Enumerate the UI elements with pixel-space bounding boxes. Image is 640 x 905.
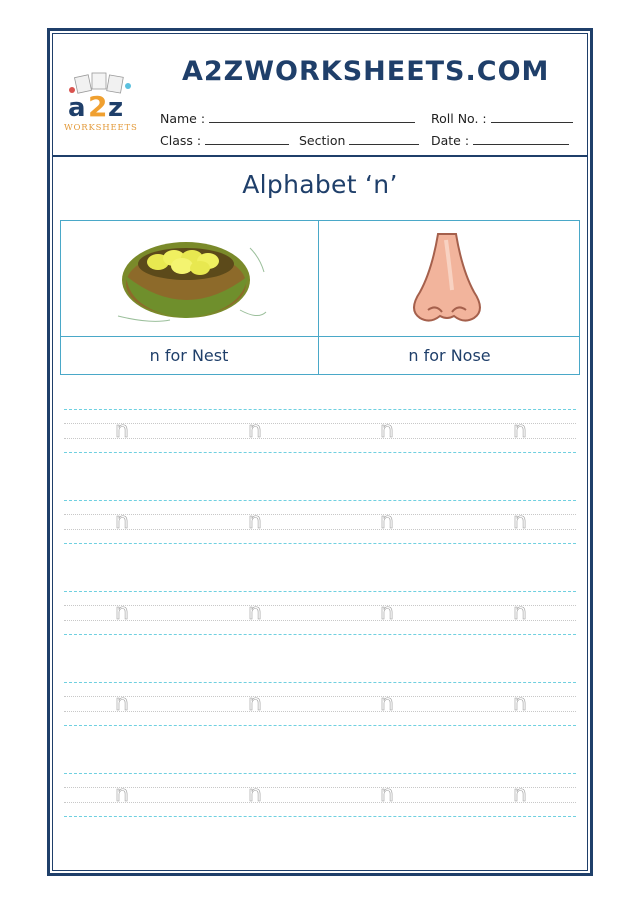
a2z-logo bbox=[62, 70, 148, 138]
trace-letter[interactable]: n bbox=[248, 600, 262, 625]
trace-letter[interactable]: n bbox=[380, 509, 394, 534]
picture-table-caption-line bbox=[60, 336, 580, 337]
guide-line bbox=[64, 605, 576, 606]
guide-line bbox=[64, 543, 576, 544]
section-line[interactable] bbox=[349, 132, 419, 145]
guide-line bbox=[64, 500, 576, 501]
guide-line bbox=[64, 591, 576, 592]
trace-letter[interactable]: n bbox=[380, 691, 394, 716]
date-line[interactable] bbox=[473, 132, 569, 145]
guide-line bbox=[64, 409, 576, 410]
class-field bbox=[160, 132, 289, 148]
guide-line bbox=[64, 802, 576, 803]
caption-nose: n for Nose bbox=[408, 346, 491, 365]
guide-line bbox=[64, 711, 576, 712]
svg-text:a: a bbox=[68, 93, 86, 123]
trace-letter[interactable]: n bbox=[115, 509, 129, 534]
trace-letter[interactable]: n bbox=[380, 418, 394, 443]
trace-letter[interactable]: n bbox=[248, 691, 262, 716]
guide-line bbox=[64, 634, 576, 635]
roll-line[interactable] bbox=[491, 110, 573, 123]
trace-letter[interactable]: n bbox=[248, 782, 262, 807]
name-label: Name : bbox=[160, 111, 206, 126]
header-divider bbox=[52, 155, 588, 157]
guide-line bbox=[64, 773, 576, 774]
guide-line bbox=[64, 696, 576, 697]
nest-icon bbox=[110, 228, 270, 332]
svg-text:z: z bbox=[108, 93, 124, 123]
guide-line bbox=[64, 620, 576, 621]
roll-label: Roll No. : bbox=[431, 111, 487, 126]
trace-letter[interactable]: n bbox=[115, 418, 129, 443]
date-field bbox=[431, 132, 569, 148]
section-field bbox=[299, 132, 419, 148]
name-line[interactable] bbox=[209, 110, 415, 123]
trace-letter[interactable]: n bbox=[248, 418, 262, 443]
caption-nest: n for Nest bbox=[149, 346, 229, 365]
class-line[interactable] bbox=[205, 132, 289, 145]
svg-text:2: 2 bbox=[88, 90, 108, 123]
logo-text: WORKSHEETS bbox=[64, 123, 138, 133]
guide-line bbox=[64, 438, 576, 439]
trace-letter[interactable]: n bbox=[513, 782, 527, 807]
guide-line bbox=[64, 682, 576, 683]
trace-letter[interactable]: n bbox=[115, 782, 129, 807]
guide-line bbox=[64, 787, 576, 788]
guide-line bbox=[64, 514, 576, 515]
trace-letter[interactable]: n bbox=[513, 418, 527, 443]
roll-field bbox=[431, 110, 573, 126]
trace-letter[interactable]: n bbox=[115, 600, 129, 625]
guide-line bbox=[64, 529, 576, 530]
trace-letter[interactable]: n bbox=[513, 691, 527, 716]
trace-letter[interactable]: n bbox=[380, 600, 394, 625]
guide-line bbox=[64, 725, 576, 726]
site-title: A2ZWORKSHEETS.COM bbox=[182, 56, 550, 87]
trace-letter[interactable]: n bbox=[115, 691, 129, 716]
guide-line bbox=[64, 816, 576, 817]
trace-letter[interactable]: n bbox=[513, 600, 527, 625]
section-label: Section bbox=[299, 133, 346, 148]
page-title: Alphabet ‘n’ bbox=[242, 170, 398, 199]
name-field bbox=[160, 110, 415, 126]
trace-letter[interactable]: n bbox=[513, 509, 527, 534]
trace-letter[interactable]: n bbox=[380, 782, 394, 807]
class-label: Class : bbox=[160, 133, 202, 148]
nose-icon bbox=[406, 230, 488, 326]
guide-line bbox=[64, 423, 576, 424]
guide-line bbox=[64, 452, 576, 453]
date-label: Date : bbox=[431, 133, 470, 148]
trace-letter[interactable]: n bbox=[248, 509, 262, 534]
